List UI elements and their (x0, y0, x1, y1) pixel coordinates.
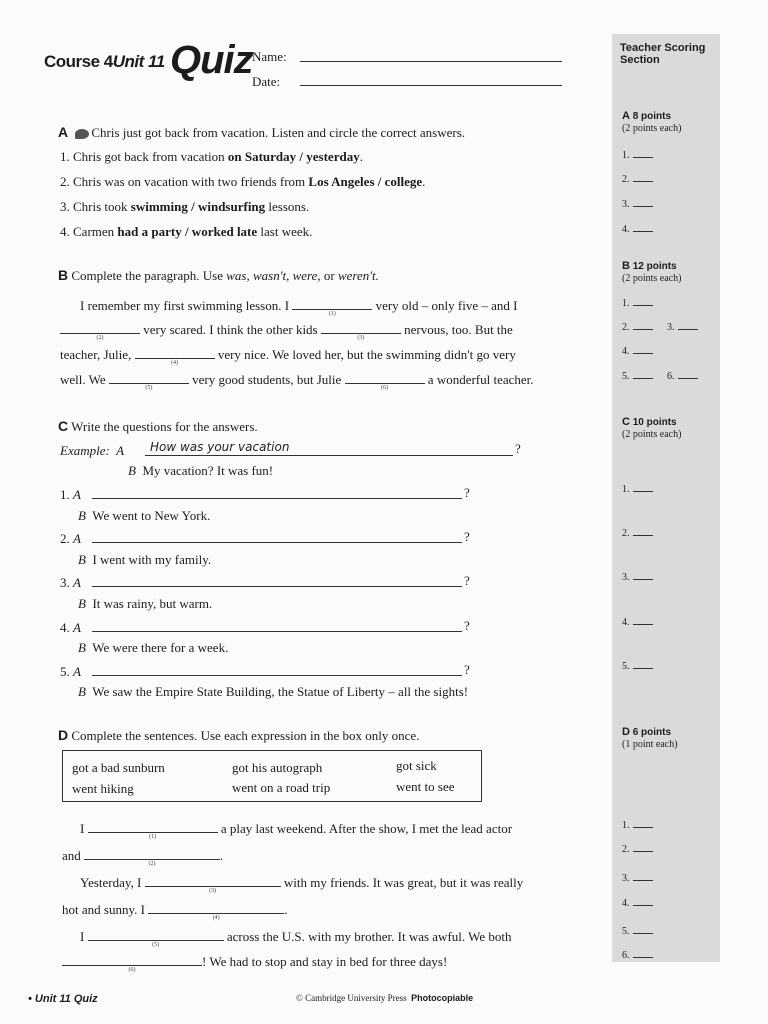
d-line-3: Yesterday, I (3) with my friends. It was great, but it was really (80, 875, 524, 894)
b-blank-3[interactable]: (3) (321, 321, 401, 334)
section-a-instruction: A Chris just got back from vacation. Listen and circle the correct answers. (58, 124, 465, 140)
score-d-5[interactable]: 5. (622, 926, 653, 938)
c-qmark-2: ? (464, 529, 470, 544)
score-b-1[interactable]: 1. (622, 298, 653, 310)
name-label: Name: (252, 49, 287, 64)
b-blank-2[interactable]: (2) (60, 321, 140, 334)
c-qmark-4: ? (464, 618, 470, 633)
b-blank-6[interactable]: (6) (345, 371, 425, 384)
box-expression-2: got his autograph (232, 760, 323, 775)
date-field[interactable] (300, 85, 562, 86)
score-d-6[interactable]: 6. (622, 950, 653, 962)
box-expression-1: got a bad sunburn (72, 760, 165, 775)
box-expression-3: got sick (396, 758, 437, 773)
d-blank-5[interactable]: (5) (88, 928, 224, 941)
name-field[interactable] (300, 61, 562, 62)
c-item-4-a: 4. A (60, 620, 81, 635)
score-a-1[interactable]: 1. (622, 150, 653, 162)
d-line-4: hot and sunny. I (4) . (62, 902, 288, 921)
d-line-6: (6) ! We had to stop and stay in bed for three days! (62, 953, 447, 970)
footer-unit: • Unit 11 Quiz (28, 993, 98, 1005)
score-b-6[interactable]: 6. (667, 371, 698, 383)
score-b-5[interactable]: 5. (622, 371, 653, 383)
section-c-instruction: C Write the questions for the answers. (58, 418, 258, 434)
c-item-1-b: B We went to New York. (78, 508, 211, 523)
d-line-5: I (5) across the U.S. with my brother. It was awful. We both (80, 929, 512, 948)
b-blank-1[interactable]: (1) (292, 297, 372, 310)
footer-copyright: © Cambridge University Press Photocopiable (296, 993, 474, 1003)
a-item-2[interactable]: 2. Chris was on vacation with two friends from Los Angeles / college. (60, 174, 426, 189)
box-expression-4: went hiking (72, 781, 134, 796)
c-qmark-1: ? (464, 485, 470, 500)
score-c-1[interactable]: 1. (622, 484, 653, 496)
course-label: Course 4Unit 11 (44, 52, 165, 71)
score-a-3[interactable]: 3. (622, 199, 653, 211)
b-line-3: teacher, Julie, (4) very nice. We loved her, but the swimming didn't go very (60, 347, 516, 366)
a-item-4[interactable]: 4. Carmen had a party / worked late last week. (60, 224, 313, 239)
b-blank-5[interactable]: (5) (109, 371, 189, 384)
b-blank-4[interactable]: (4) (135, 346, 215, 359)
c-item-2-a: 2. A (60, 531, 81, 546)
quiz-title: Quiz (170, 38, 253, 82)
a-item-3[interactable]: 3. Chris took swimming / windsurfing lessons. (60, 199, 310, 214)
c-example-line (145, 455, 513, 456)
score-b-2[interactable]: 2. (622, 322, 653, 334)
date-label: Date: (252, 74, 281, 89)
scoring-d-header: D 6 points (1 point each) (622, 726, 678, 750)
b-line-1: I remember my first swimming lesson. I (1) very old – only five – and I (80, 298, 518, 317)
c-item-3-a: 3. A (60, 575, 81, 590)
d-line-1: I (1) a play last weekend. After the show, I met the lead actor (80, 821, 513, 840)
c-example-label: Example: A (60, 443, 125, 458)
scoring-c-header: C 10 points (2 points each) (622, 416, 682, 440)
scoring-title: Teacher Scoring Section (620, 42, 706, 66)
c-qmark-5: ? (464, 662, 470, 677)
scoring-a-header: A 8 points (2 points each) (622, 110, 682, 134)
d-blank-3[interactable]: (3) (145, 874, 281, 887)
score-a-4[interactable]: 4. (622, 224, 653, 236)
score-c-5[interactable]: 5. (622, 661, 653, 673)
c-example-qmark: ? (515, 441, 521, 456)
c-item-2-b: B I went with my family. (78, 552, 212, 567)
section-b-instruction: B Complete the paragraph. Use was, wasn't, were, or weren't. (58, 267, 379, 283)
b-line-2: (2) very scared. I think the other kids (3) nervous, too. But the (60, 321, 513, 338)
c-item-1-a: 1. A (60, 487, 81, 502)
cd-icon (75, 129, 89, 139)
score-a-2[interactable]: 2. (622, 174, 653, 186)
c-answer-5[interactable] (92, 675, 462, 676)
d-blank-6[interactable]: (6) (62, 953, 202, 966)
score-c-4[interactable]: 4. (622, 617, 653, 629)
a-item-1[interactable]: 1. Chris got back from vacation on Saturday / yesterday. (60, 149, 363, 164)
score-c-2[interactable]: 2. (622, 528, 653, 540)
score-b-4[interactable]: 4. (622, 346, 653, 358)
c-item-5-b: B We saw the Empire State Building, the Statue of Liberty – all the sights! (78, 684, 469, 699)
score-d-2[interactable]: 2. (622, 844, 653, 856)
score-d-3[interactable]: 3. (622, 873, 653, 885)
b-line-4: well. We (5) very good students, but Julie (6) a wonderful teacher. (60, 372, 534, 391)
c-example-handwriting: How was your vacation (150, 440, 290, 454)
c-qmark-3: ? (464, 573, 470, 588)
box-expression-6: went to see (396, 779, 455, 794)
c-answer-1[interactable] (92, 498, 462, 499)
c-answer-4[interactable] (92, 631, 462, 632)
c-answer-2[interactable] (92, 542, 462, 543)
c-item-5-a: 5. A (60, 664, 81, 679)
c-item-3-b: B It was rainy, but warm. (78, 596, 213, 611)
d-blank-2[interactable]: (2) (84, 847, 220, 860)
c-item-4-b: B We were there for a week. (78, 640, 229, 655)
score-d-1[interactable]: 1. (622, 820, 653, 832)
d-blank-4[interactable]: (4) (148, 901, 284, 914)
c-example-b: B My vacation? It was fun! (128, 463, 274, 478)
d-blank-1[interactable]: (1) (88, 820, 218, 833)
d-line-2: and (2) . (62, 848, 224, 867)
score-d-4[interactable]: 4. (622, 898, 653, 910)
section-d-instruction: D Complete the sentences. Use each expression in the box only once. (58, 727, 420, 743)
c-answer-3[interactable] (92, 586, 462, 587)
box-expression-5: went on a road trip (232, 780, 331, 795)
score-c-3[interactable]: 3. (622, 572, 653, 584)
score-b-3[interactable]: 3. (667, 322, 698, 334)
scoring-b-header: B 12 points (2 points each) (622, 260, 682, 284)
